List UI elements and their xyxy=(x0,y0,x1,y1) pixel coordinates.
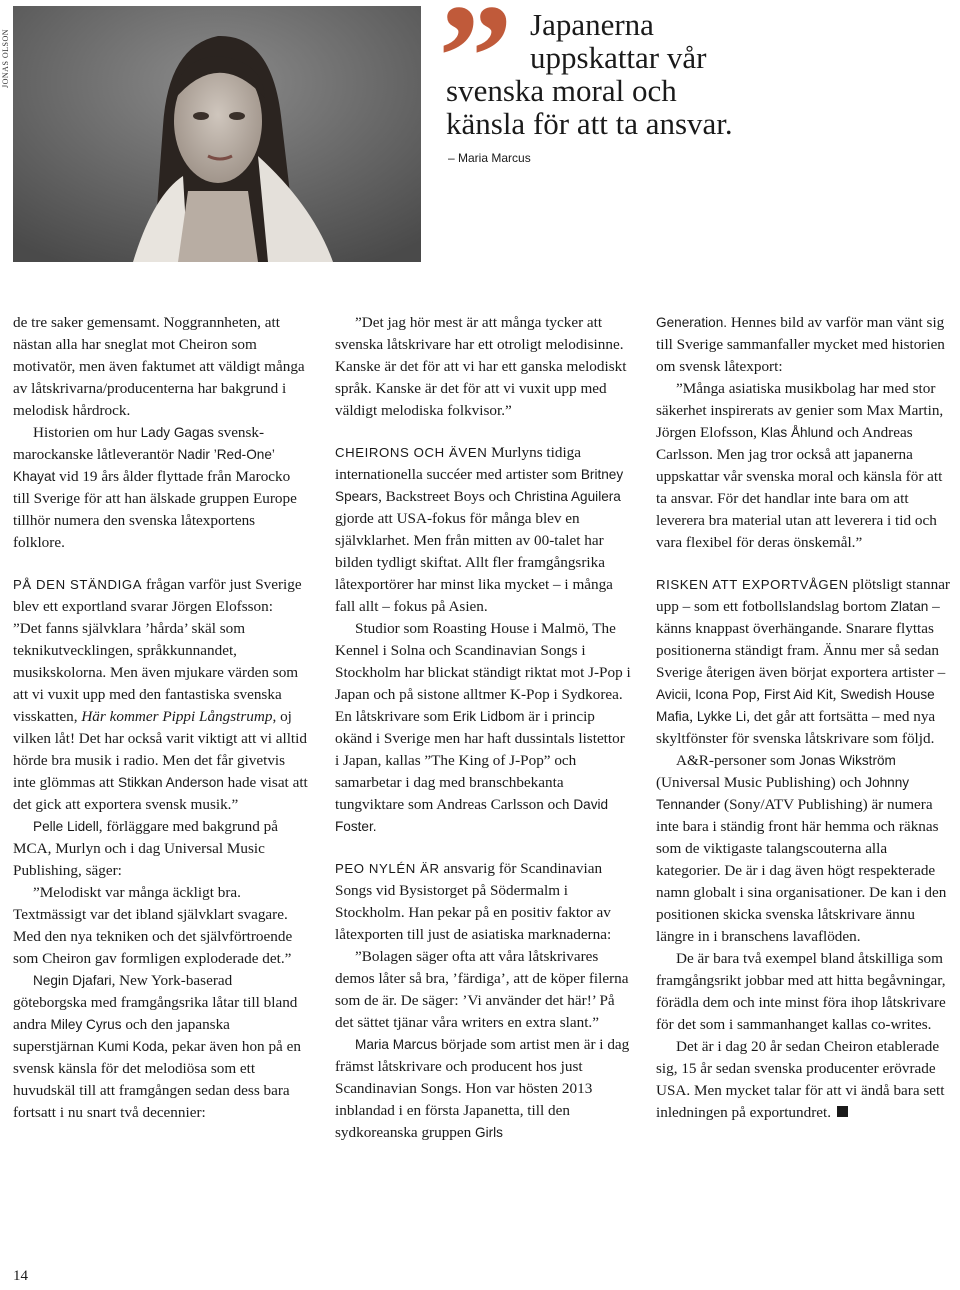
pull-quote xyxy=(446,8,946,140)
portrait-photo xyxy=(13,6,421,262)
name-highlight: First Aid Kit xyxy=(763,687,833,702)
name-highlight: Johnny Tennander xyxy=(656,775,910,812)
paragraph: ”Det jag hör mest är att många tycker att svenska låtskrivare har ett otroligt melodisinne. Kanske är det för att vi har ett ganska melodiskt språk. Kanske är det för att vi vuxit upp med väldigt melodiska folkvisor.” xyxy=(335,314,627,419)
name-highlight: Stikkan Anderson xyxy=(118,775,224,790)
name-highlight: Christina Aguilera xyxy=(514,489,621,504)
paragraph-text: Det är i dag 20 år sedan Cheiron etablerade sig, 15 år sedan svenska producenter erövrade USA. Men mycket talar för att vi ändå bara sett inledningen på exportundret. xyxy=(656,1038,945,1121)
section-lead: PEO NYLÉN ÄR xyxy=(335,861,440,876)
paragraph: ”Det fanns självklara ’hårda’ skäl som teknikutvecklingen, språkkunnandet, musikskolorna. Men även mjukare värden som att vi vuxit upp med den fantastiska svenska visskatten, Här kommer Pippi Långstrump, oj vilken låt! Det har också varit viktigt att vi alltid hörde bra musik i radio. Men det får givetvis inte glömmas att Stikkan Anderson hade visat att det gick att exportera svensk musik.” xyxy=(13,620,308,813)
page-number: 14 xyxy=(13,1268,28,1284)
quote-mark-icon: ” xyxy=(438,0,513,140)
paragraph: CHEIRONS OCH ÄVEN Murlyns tidiga internationella succéer med artister som Britney Spears, Backstreet Boys och Christina Aguilera gjorde att USA-fokus för många blev en självklarhet. Men från mitten av 00-talet har bilden tydligt skiftat. Allt fler framgångsrika låtexportörer har minst lika mycket – i många fall allt – fokus på Asien. xyxy=(335,444,624,615)
name-highlight: Zlatan xyxy=(890,599,929,614)
paragraph: Pelle Lidell, förläggare med bakgrund på MCA, Murlyn och i dag Universal Music Publishing, säger: xyxy=(13,818,278,879)
name-highlight: Maria Marcus xyxy=(355,1037,438,1052)
paragraph: Studior som Roasting House i Malmö, The Kennel i Solna och Scandinavian Songs i Stockholm har blickat ständigt riktat mot J-Pop i Japan och på sistone alltmer K-Pop i Sydkorea. En låtskrivare som Erik Lidbom är i princip okänd i Sverige men har haft dussintals listettor i Japan, kallas ”The King of J-Pop” och samarbetar i dag med branschbekanta tungviktare som Andreas Carlsson och David Foster. xyxy=(335,620,631,834)
paragraph: RISKEN ATT EXPORTVÅGEN plötsligt stannar upp – som ett fotbollslandslag bortom Zlatan – känns knappast överhängande. Snarare flyttas positionerna ständigt fram. Ännu mer så sedan Sverige återigen även börjat exportera artister – Avicii, Icona Pop, First Aid Kit, Swedish House Mafia, Lykke Li, det går att fortsätta – med nya skyltfönster för svenska låtskrivare som följd. xyxy=(656,576,950,747)
article-column-1 xyxy=(13,312,309,1124)
paragraph: PÅ DEN STÄNDIGA frågan varför just Sverige blev ett exportland svarar Jörgen Elofsson: xyxy=(13,576,302,615)
name-highlight: David Foster. xyxy=(335,797,609,834)
paragraph: A&R-personer som Jonas Wikström (Universal Music Publishing) och Johnny Tennander (Sony/ATV Publishing) är numera inte bara i ständig front här hemma och räknas som de viktigaste talangscouterna alla kategorier. De är i dag även högt respekterade namn globalt i sina organisationer. De kan i den positionen skicka svenska låtskrivare ännu längre in i branschens lavaflöden. xyxy=(656,752,947,945)
name-highlight: Generation. xyxy=(656,315,728,330)
name-highlight: Negin Djafari xyxy=(33,973,112,988)
photo-credit: JONAS OLSON xyxy=(1,28,10,88)
name-highlight: Kumi Koda xyxy=(97,1039,165,1054)
section-lead: CHEIRONS OCH ÄVEN xyxy=(335,445,488,460)
name-highlight: Jonas Wikström xyxy=(799,753,896,768)
paragraph: Historien om hur Lady Gagas svensk-marockanske låtleverantör Nadir ’Red-One’ Khayat vid 19 års ålder flyttade från Marocko till Sverige för att han älskade gruppen Europe tillhör numera den svenska låtexportens folklore. xyxy=(13,424,297,551)
name-highlight: Lady Gagas xyxy=(140,425,214,440)
name-highlight: Icona Pop xyxy=(695,687,757,702)
name-highlight: Erik Lidbom xyxy=(452,709,525,724)
pull-quote-line: känsla för att ta ansvar. xyxy=(446,106,733,141)
paragraph: Negin Djafari, New York-baserad göteborgska med framgångsrika låtar till bland andra Miley Cyrus och den japanska superstjärnan Kumi Koda, pekar även hon på en svensk känsla för det melodiösa som ett huvudskäl till att framgången sedan dess bara fortsatt i nu snart två decennier: xyxy=(13,972,301,1121)
name-highlight: Lykke Li xyxy=(696,709,747,724)
paragraph: Generation. Hennes bild av varför man vänt sig till Sverige sammanfaller mycket med historien om svensk låtexport: xyxy=(656,314,945,375)
paragraph: Maria Marcus började som artist men är i dag främst låtskrivare och producent hos just Scandinavian Songs. Hon var hösten 2013 inblandad i en första Japanetta, till den sydkoreanska gruppen Girls xyxy=(335,1036,630,1141)
name-highlight: Avicii xyxy=(656,687,688,702)
pull-quote-line: uppskattar vår xyxy=(530,40,707,75)
paragraph: ”Bolagen säger ofta att våra låtskrivares demos låter så bra, ’färdiga’, att de köper filerna som de är. De säger: ’Vi använder det här!’ På det sättet tjänar våra writers en extra slant.” xyxy=(335,948,629,1031)
paragraph: ”Melodiskt var många äckligt bra. Textmässigt var det ibland självklart svagare. Med den nya tekniken och det självförtroende som Cheiron gav formligen exploderade det.” xyxy=(13,884,293,967)
name-highlight: Nadir ’Red-One’ Khayat xyxy=(13,447,275,484)
end-square-icon xyxy=(837,1106,848,1117)
article-column-3 xyxy=(656,312,952,1124)
pull-quote-line: svenska moral och xyxy=(446,73,677,108)
section-lead: RISKEN ATT EXPORTVÅGEN xyxy=(656,577,849,592)
song-title: Här kommer Pippi Långstrump xyxy=(81,708,273,725)
name-highlight: Pelle Lidell xyxy=(33,819,99,834)
section-lead: PÅ DEN STÄNDIGA xyxy=(13,577,143,592)
name-highlight: Swedish House Mafia xyxy=(656,687,935,724)
pull-quote-line: Japanerna xyxy=(530,7,654,42)
paragraph xyxy=(656,1036,952,1124)
name-highlight: Girls xyxy=(475,1125,503,1140)
pull-quote-attribution: – Maria Marcus xyxy=(448,151,531,165)
name-highlight: Miley Cyrus xyxy=(50,1017,122,1032)
paragraph: PEO NYLÉN ÄR ansvarig för Scandinavian Songs vid Bysistorget på Södermalm i Stockholm. Han pekar på en positiv faktor av låtexporten till just de asiatiska marknaderna: xyxy=(335,860,612,943)
name-highlight: Britney Spears xyxy=(335,467,624,504)
paragraph: De är bara två exempel bland åtskilliga som framgångsrikt jobbar med att hitta begåvningar, förädla dem och inte minst föra ihop låtskrivare för det som i sammanhanget kallas co-writes. xyxy=(656,950,946,1033)
paragraph: de tre saker gemensamt. Noggrannheten, att nästan alla har sneglat mot Cheiron som motivatör, men även faktumet att väldigt många av låtskrivarna/producenterna har bakgrund i melodisk hårdrock. xyxy=(13,314,305,419)
paragraph: ”Många asiatiska musikbolag har med stor säkerhet inspirerats av genier som Max Martin, Jörgen Elofsson, Klas Åhlund och Andreas Carlsson. Men jag tror också att japanerna uppskattar vår svenska moral och känsla för att ta ansvar. För det handlar inte bara om att leverera bra material utan att leverera i tid och vara flexibel för deras önskemål.” xyxy=(656,380,944,551)
name-highlight: Klas Åhlund xyxy=(760,425,834,440)
article-column-2 xyxy=(335,312,631,1144)
